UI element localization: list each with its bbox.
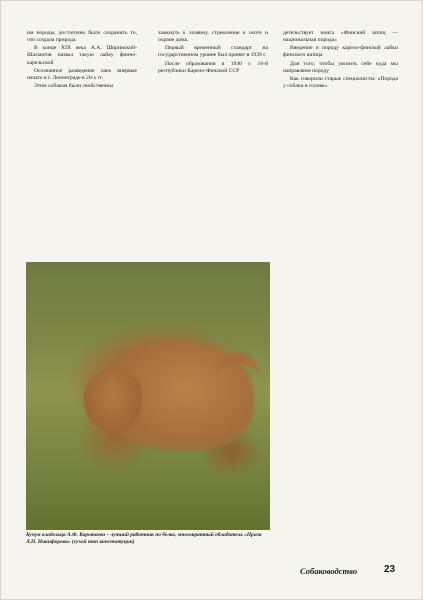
page-number: 23	[384, 564, 396, 575]
dog-photo	[26, 262, 270, 530]
magazine-title: Собаководство	[300, 566, 358, 576]
paragraph: Как говорили старые специалисты: «Порода у собаки в голове».	[283, 76, 398, 90]
photo-caption: Кучум владельца А.Ф. Коротаева – лучший работник по белке, многократный обладатель «Приза Л.П. Никифорова» (сухой тип конституции)	[26, 532, 262, 545]
paragraph: детельствует книга «Финский шпиц — национальная порода»	[283, 30, 398, 44]
paragraph: Для того, чтобы уяснить себе куда мы направляем породу	[283, 60, 398, 74]
dog-head-shape	[84, 370, 142, 432]
paragraph: им породы, достаточно было сохранить то, что создала природа.	[27, 30, 137, 44]
paragraph: После образования в 1940 г. 16-й республики Карело-Финской ССР	[158, 60, 268, 74]
paragraph: Введение в породу карело-финской лайки финского шпица	[283, 45, 398, 59]
paragraph: замкнуть к хозяину, стремление к охоте и охране дома.	[158, 30, 268, 44]
dog-tail-shape	[216, 352, 260, 404]
article-column-3	[283, 30, 398, 566]
article-column-1	[27, 30, 137, 256]
paragraph: Этим собакам были свойственны	[34, 83, 114, 90]
paragraph: Осознанное разведение лаек впервые начато в г. Ленинграде в 20-х гг.	[27, 67, 137, 81]
paragraph: Первый временный стандарт на государственном уровне был принят в 1939 г.	[158, 45, 268, 59]
paragraph: В конце XIX века А.А. Ширинский-Шахматов назвал такую лайку финно-карельской	[27, 45, 137, 66]
grass-foreground	[26, 470, 270, 530]
article-column-2	[158, 30, 268, 256]
